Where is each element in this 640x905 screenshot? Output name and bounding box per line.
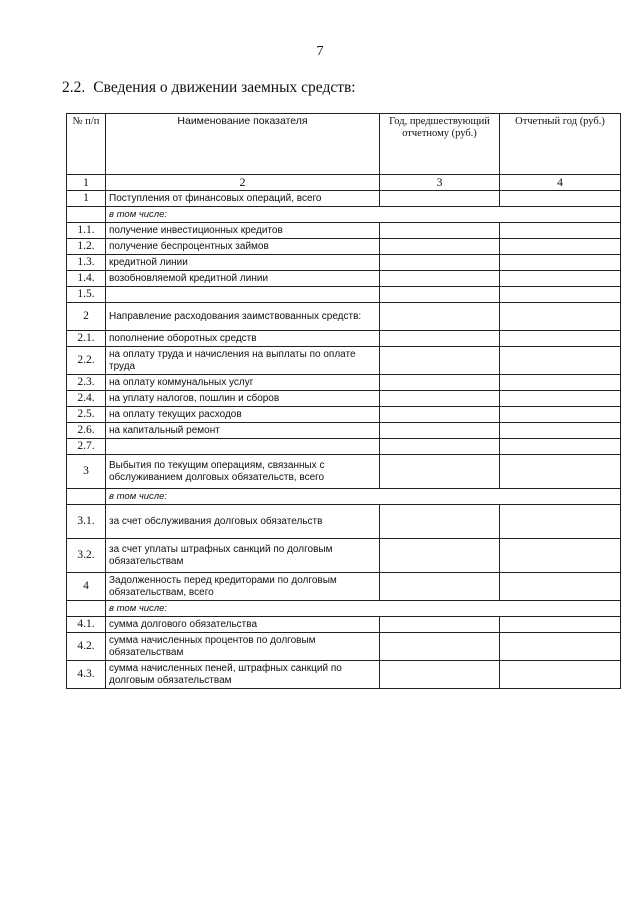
table-body (67, 191, 621, 689)
previous-year-value (380, 439, 500, 455)
table-row (67, 303, 621, 331)
reporting-year-value (500, 633, 621, 661)
previous-year-value (380, 573, 500, 601)
row-number: 2.4. (67, 391, 106, 407)
reporting-year-value (500, 455, 621, 489)
row-number: 4.3. (67, 661, 106, 689)
reporting-year-value (500, 407, 621, 423)
reporting-year-value (500, 661, 621, 689)
table-row (67, 255, 621, 271)
previous-year-value (380, 423, 500, 439)
reporting-year-value (500, 423, 621, 439)
table-row (67, 505, 621, 539)
row-number: 2.7. (67, 439, 106, 455)
reporting-year-value (500, 191, 621, 207)
indicator-name: сумма начисленных процентов по долговым обязательствам (106, 633, 380, 661)
row-number: 1 (67, 191, 106, 207)
reporting-year-value (500, 505, 621, 539)
table-row (67, 661, 621, 689)
table-row (67, 223, 621, 239)
section-title-text: Сведения о движении заемных средств: (93, 79, 356, 96)
row-number: 1.2. (67, 239, 106, 255)
reporting-year-value (500, 303, 621, 331)
header-indicator-name: Наименование показателя (106, 114, 380, 175)
header-number: № п/п (67, 114, 106, 175)
row-number (67, 207, 106, 223)
row-number: 2 (67, 303, 106, 331)
previous-year-value (380, 331, 500, 347)
row-number: 4.2. (67, 633, 106, 661)
row-number: 1.4. (67, 271, 106, 287)
header-reporting-year: Отчетный год (руб.) (500, 114, 621, 175)
header-previous-year: Год, предшествующий отчетному (руб.) (380, 114, 500, 175)
table-row (67, 391, 621, 407)
row-number: 1.5. (67, 287, 106, 303)
previous-year-value (380, 633, 500, 661)
subheading-including: в том числе: (106, 601, 621, 617)
row-number: 3.2. (67, 539, 106, 573)
table-row (67, 601, 621, 617)
table-row (67, 573, 621, 601)
subheading-including: в том числе: (106, 489, 621, 505)
reporting-year-value (500, 331, 621, 347)
table-row (67, 539, 621, 573)
previous-year-value (380, 223, 500, 239)
indicator-name: на капитальный ремонт (106, 423, 380, 439)
indicator-name: возобновляемой кредитной линии (106, 271, 380, 287)
table-row (67, 347, 621, 375)
page-number: 7 (316, 44, 324, 59)
reporting-year-value (500, 439, 621, 455)
reporting-year-value (500, 271, 621, 287)
row-number: 2.6. (67, 423, 106, 439)
indicator-name: сумма долгового обязательства (106, 617, 380, 633)
indicator-name: кредитной линии (106, 255, 380, 271)
previous-year-value (380, 239, 500, 255)
table-row (67, 287, 621, 303)
row-number: 2.3. (67, 375, 106, 391)
row-number: 3.1. (67, 505, 106, 539)
indicator-name: пополнение оборотных средств (106, 331, 380, 347)
row-number: 2.1. (67, 331, 106, 347)
row-number: 1.1. (67, 223, 106, 239)
row-number (67, 601, 106, 617)
indicator-name: Поступления от финансовых операций, всего (106, 191, 380, 207)
column-index: 4 (500, 175, 621, 191)
previous-year-value (380, 505, 500, 539)
table-row (67, 439, 621, 455)
row-number (67, 489, 106, 505)
indicator-name: на оплату коммунальных услуг (106, 375, 380, 391)
reporting-year-value (500, 573, 621, 601)
indicator-name: за счет уплаты штрафных санкций по долговым обязательствам (106, 539, 380, 573)
previous-year-value (380, 303, 500, 331)
table-row (67, 191, 621, 207)
table-row (67, 423, 621, 439)
previous-year-value (380, 539, 500, 573)
reporting-year-value (500, 347, 621, 375)
table-row (67, 617, 621, 633)
previous-year-value (380, 455, 500, 489)
indicator-name: Выбытия по текущим операциям, связанных с обслуживанием долговых обязательств, всего (106, 455, 380, 489)
indicator-name: Задолженность перед кредиторами по долговым обязательствам, всего (106, 573, 380, 601)
indicator-name: на оплату труда и начисления на выплаты по оплате труда (106, 347, 380, 375)
previous-year-value (380, 407, 500, 423)
row-number: 3 (67, 455, 106, 489)
indicator-name: за счет обслуживания долговых обязательств (106, 505, 380, 539)
table-row (67, 633, 621, 661)
section-number: 2.2. (62, 79, 86, 96)
reporting-year-value (500, 617, 621, 633)
borrowed-funds-table (66, 113, 621, 689)
previous-year-value (380, 617, 500, 633)
table-row (67, 207, 621, 223)
column-index: 2 (106, 175, 380, 191)
indicator-name (106, 439, 380, 455)
table-row (67, 239, 621, 255)
indicator-name: на оплату текущих расходов (106, 407, 380, 423)
table-row (67, 375, 621, 391)
reporting-year-value (500, 255, 621, 271)
row-number: 4 (67, 573, 106, 601)
table-row (67, 455, 621, 489)
previous-year-value (380, 661, 500, 689)
reporting-year-value (500, 539, 621, 573)
row-number: 4.1. (67, 617, 106, 633)
previous-year-value (380, 255, 500, 271)
table-row (67, 489, 621, 505)
previous-year-value (380, 271, 500, 287)
reporting-year-value (500, 391, 621, 407)
previous-year-value (380, 391, 500, 407)
indicator-name: сумма начисленных пеней, штрафных санкций по долговым обязательствам (106, 661, 380, 689)
subheading-including: в том числе: (106, 207, 621, 223)
reporting-year-value (500, 375, 621, 391)
indicator-name: получение беспроцентных займов (106, 239, 380, 255)
indicator-name: получение инвестиционных кредитов (106, 223, 380, 239)
row-number: 1.3. (67, 255, 106, 271)
table-row (67, 271, 621, 287)
column-index: 3 (380, 175, 500, 191)
reporting-year-value (500, 239, 621, 255)
previous-year-value (380, 347, 500, 375)
indicator-name: Направление расходования заимствованных средств: (106, 303, 380, 331)
row-number: 2.5. (67, 407, 106, 423)
indicator-name (106, 287, 380, 303)
table-row (67, 407, 621, 423)
indicator-name: на уплату налогов, пошлин и сборов (106, 391, 380, 407)
previous-year-value (380, 191, 500, 207)
column-index: 1 (67, 175, 106, 191)
section-title (62, 79, 356, 97)
reporting-year-value (500, 223, 621, 239)
previous-year-value (380, 287, 500, 303)
table-row (67, 331, 621, 347)
reporting-year-value (500, 287, 621, 303)
previous-year-value (380, 375, 500, 391)
row-number: 2.2. (67, 347, 106, 375)
